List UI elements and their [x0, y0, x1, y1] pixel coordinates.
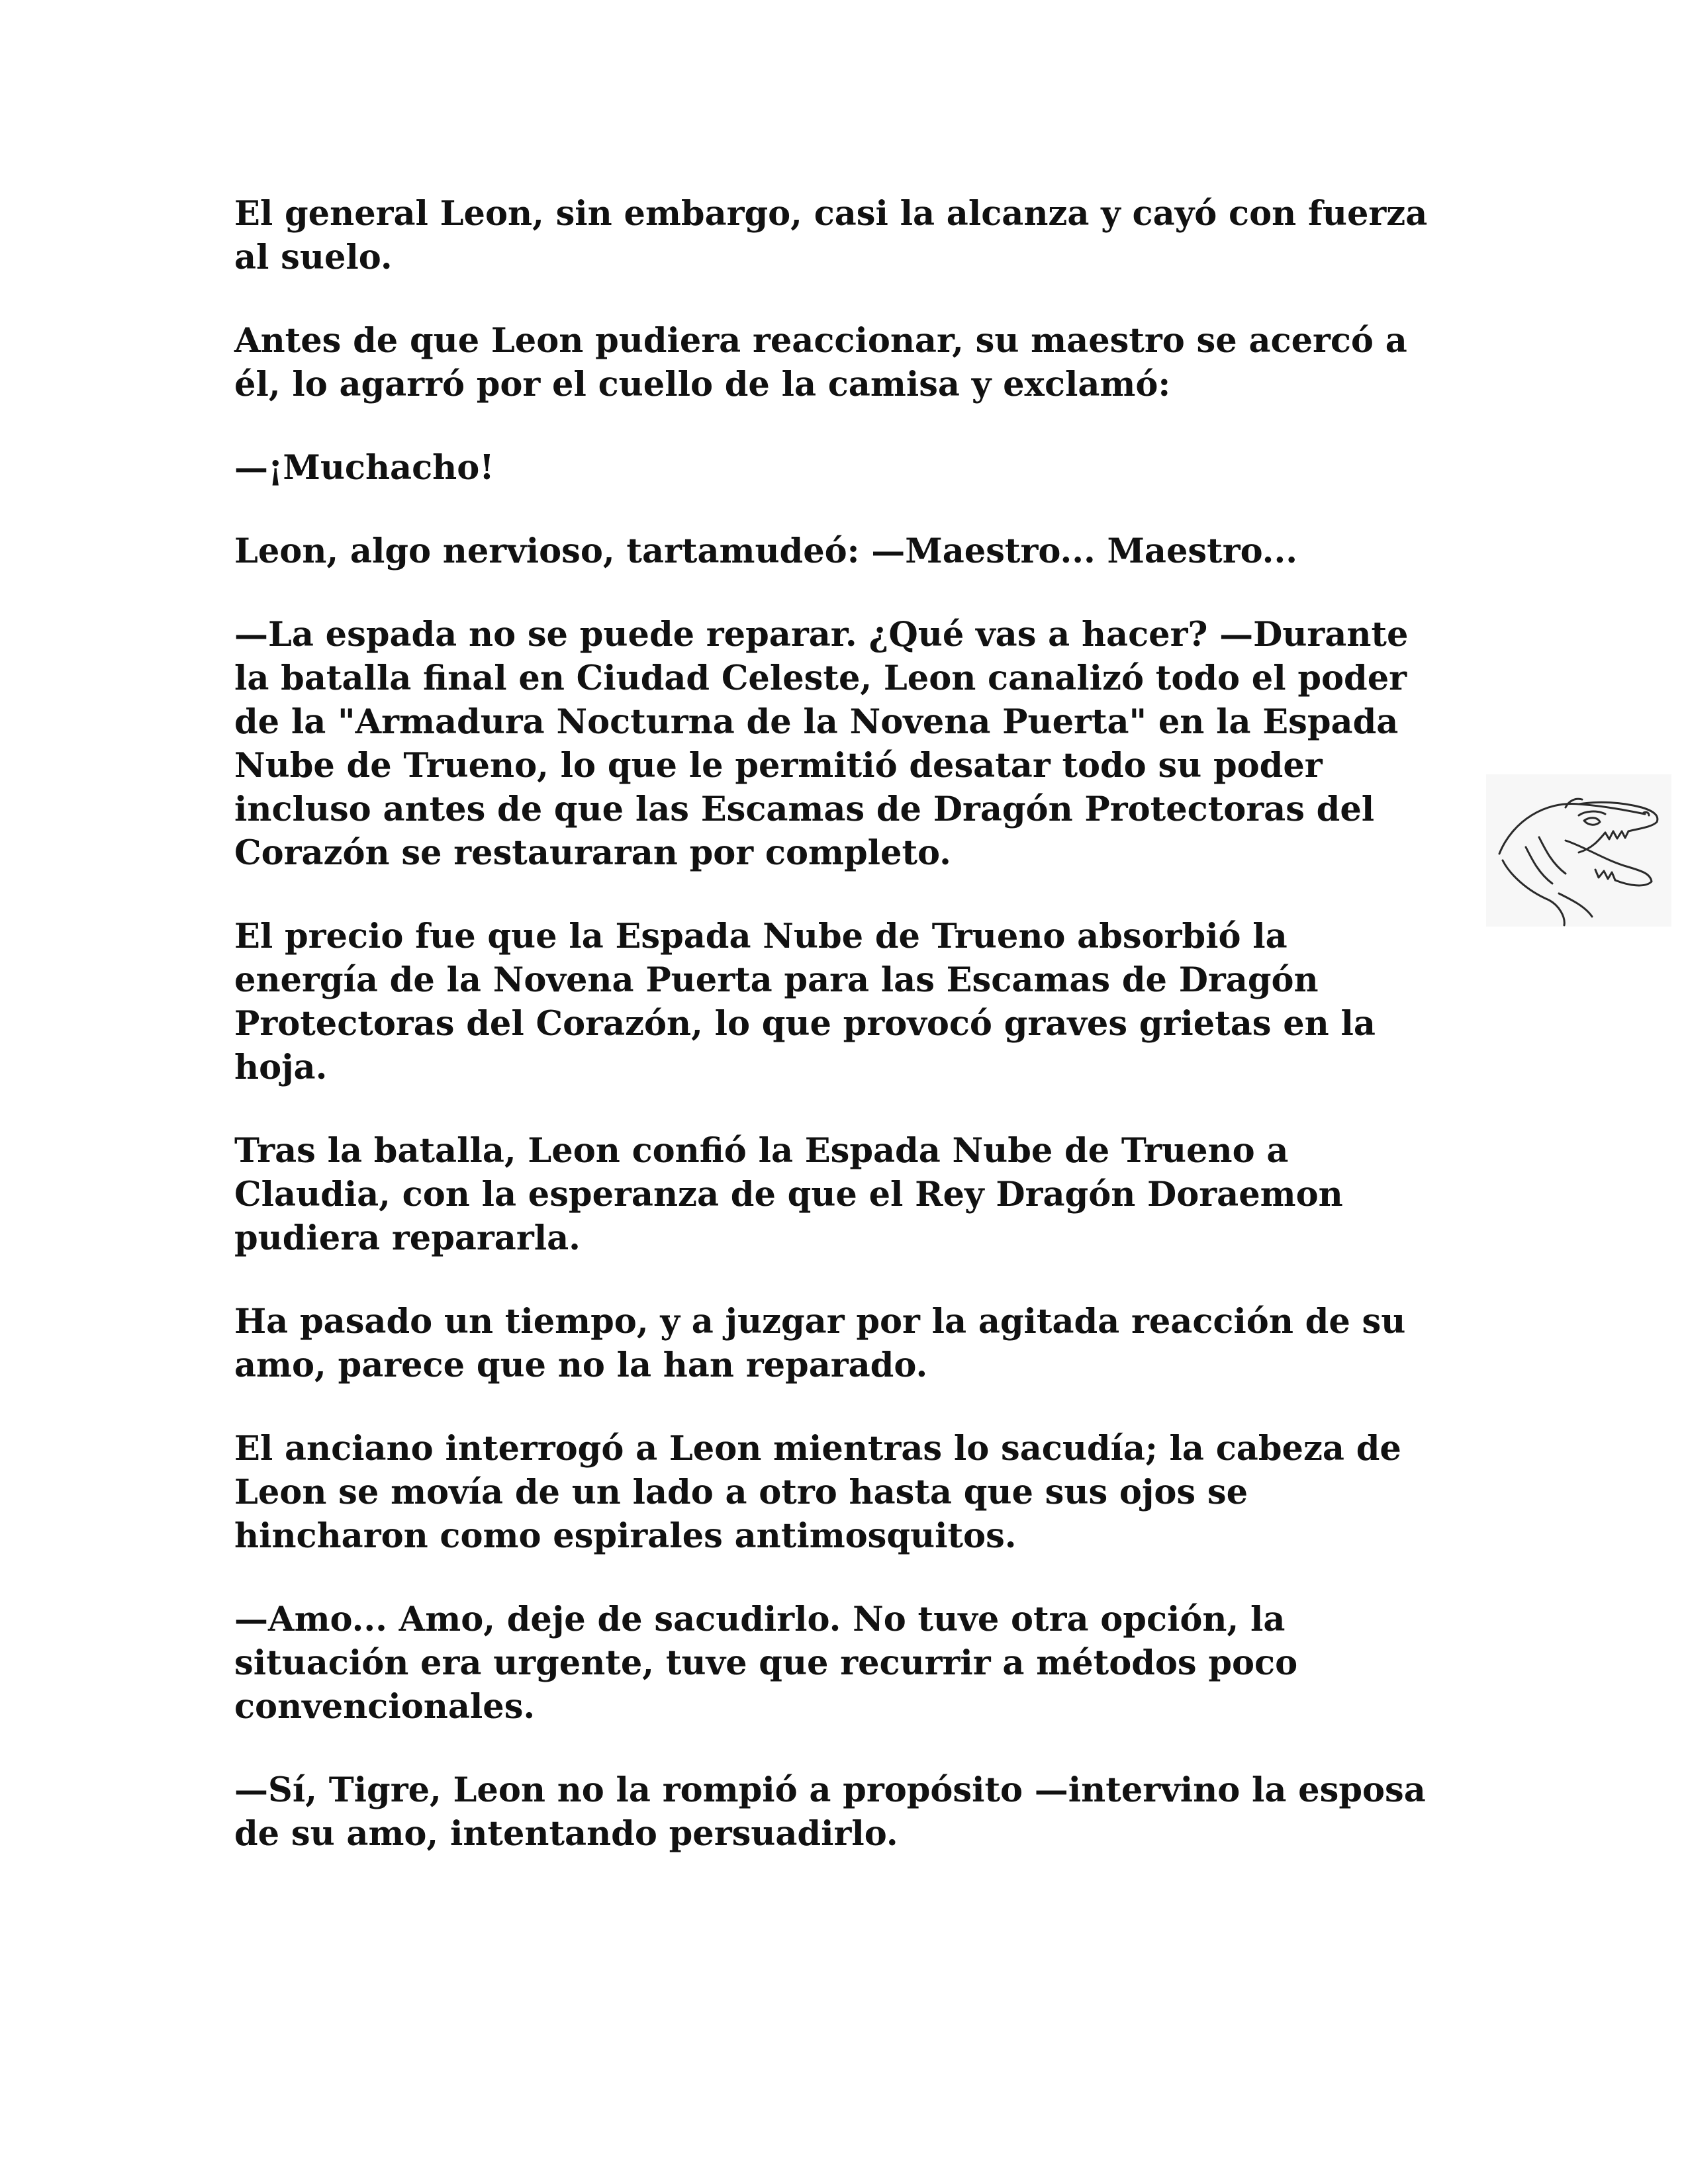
paragraph — [234, 1129, 1479, 1260]
text-line: amo, parece que no la han reparado. — [234, 1345, 928, 1385]
text-line: Leon se movía de un lado a otro hasta que sus ojos se — [234, 1473, 1248, 1512]
paragraph — [234, 915, 1479, 1089]
text-line: de la "Armadura Nocturna de la Novena Puerta" en la Espada — [234, 702, 1399, 742]
text-line: energía de la Novena Puerta para las Escamas de Dragón — [234, 960, 1319, 1000]
paragraph — [234, 192, 1479, 279]
paragraph — [234, 613, 1479, 875]
text-line: —La espada no se puede reparar. ¿Qué vas a hacer? —Durante — [234, 615, 1409, 655]
text-line: pudiera repararla. — [234, 1218, 581, 1258]
paragraph — [234, 1300, 1479, 1387]
text-line: incluso antes de que las Escamas de Dragón Protectoras del — [234, 790, 1375, 829]
text-line: El anciano interrogó a Leon mientras lo sacudía; la cabeza de — [234, 1429, 1401, 1469]
story-text — [234, 192, 1479, 1895]
text-line: El general Leon, sin embargo, casi la alcanza y cayó con fuerza — [234, 194, 1428, 234]
paragraph — [234, 529, 1479, 573]
text-line: hincharon como espirales antimosquitos. — [234, 1516, 1017, 1556]
text-line: —Sí, Tigre, Leon no la rompió a propósito —intervino la esposa — [234, 1770, 1426, 1810]
text-line: Ha pasado un tiempo, y a juzgar por la agitada reacción de su — [234, 1302, 1406, 1342]
paragraph — [234, 1598, 1479, 1729]
text-line: Nube de Trueno, lo que le permitió desatar todo su poder — [234, 746, 1323, 786]
text-line: hoja. — [234, 1048, 328, 1087]
paragraph — [234, 446, 1479, 490]
paragraph — [234, 1427, 1479, 1558]
text-line: Antes de que Leon pudiera reaccionar, su maestro se acercó a — [234, 321, 1407, 361]
text-line: —¡Muchacho! — [234, 448, 494, 488]
text-line: Corazón se restauraran por completo. — [234, 833, 951, 873]
paragraph — [234, 319, 1479, 406]
text-line: convencionales. — [234, 1687, 536, 1727]
text-line: Leon, algo nervioso, tartamudeó: —Maestro... Maestro... — [234, 531, 1297, 571]
text-line: El precio fue que la Espada Nube de Trueno absorbió la — [234, 917, 1288, 956]
text-line: la batalla final en Ciudad Celeste, Leon canalizó todo el poder — [234, 659, 1407, 698]
paragraph — [234, 1768, 1479, 1856]
text-line: al suelo. — [234, 238, 393, 277]
text-line: Protectoras del Corazón, lo que provocó graves grietas en la — [234, 1004, 1376, 1044]
text-line: Claudia, con la esperanza de que el Rey Dragón Doraemon — [234, 1175, 1343, 1214]
text-line: de su amo, intentando persuadirlo. — [234, 1814, 898, 1854]
text-line: él, lo agarró por el cuello de la camisa y exclamó: — [234, 365, 1171, 404]
dinosaur-head-sketch-icon — [1486, 774, 1671, 927]
dinosaur-sketch-drawing — [1486, 774, 1671, 927]
text-line: Tras la batalla, Leon confió la Espada Nube de Trueno a — [234, 1131, 1289, 1171]
text-line: —Amo... Amo, deje de sacudirlo. No tuve otra opción, la — [234, 1600, 1286, 1639]
text-line: situación era urgente, tuve que recurrir a métodos poco — [234, 1643, 1298, 1683]
